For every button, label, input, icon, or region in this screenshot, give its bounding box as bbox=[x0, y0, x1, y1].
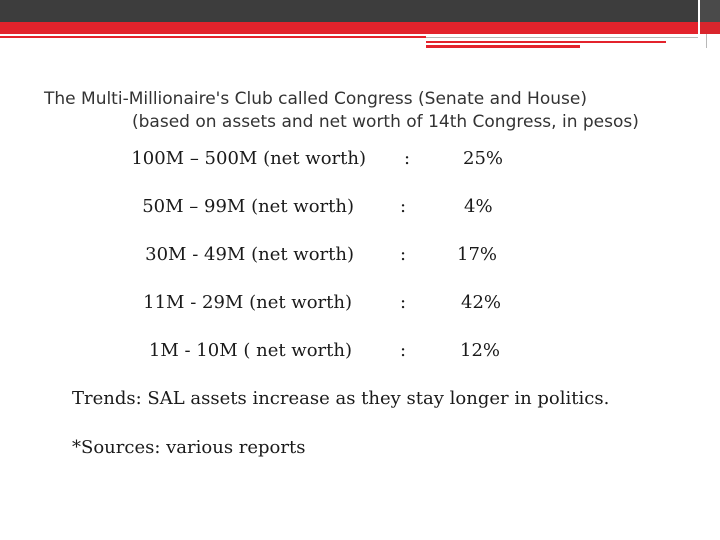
row-separator: : bbox=[400, 196, 407, 217]
header-gray-line bbox=[426, 37, 698, 38]
row-percent: 25% bbox=[463, 148, 504, 169]
row-range: 50M – 99M (net worth) bbox=[142, 196, 354, 217]
row-percent: 12% bbox=[460, 340, 501, 361]
header-accent-line bbox=[426, 45, 580, 48]
sources-note: *Sources: various reports bbox=[72, 437, 306, 458]
row-separator: : bbox=[404, 148, 411, 169]
row-percent: 4% bbox=[464, 196, 493, 217]
header-red-bar bbox=[0, 22, 698, 34]
row-range: 30M - 49M (net worth) bbox=[145, 244, 354, 265]
net-worth-row bbox=[0, 236, 720, 276]
header-decoration bbox=[0, 0, 720, 60]
row-range: 100M – 500M (net worth) bbox=[131, 148, 366, 169]
row-percent: 17% bbox=[457, 244, 498, 265]
header-dark-bar bbox=[0, 0, 698, 22]
net-worth-row bbox=[0, 188, 720, 228]
trends-note: Trends: SAL assets increase as they stay longer in politics. bbox=[72, 388, 610, 409]
slide-title-line2: (based on assets and net worth of 14th Congress, in pesos) bbox=[132, 112, 639, 132]
row-range: 11M - 29M (net worth) bbox=[143, 292, 352, 313]
slide-title bbox=[44, 88, 694, 134]
row-separator: : bbox=[400, 292, 407, 313]
header-separator bbox=[698, 0, 700, 48]
row-separator: : bbox=[400, 244, 407, 265]
header-accent-line bbox=[0, 36, 426, 38]
net-worth-row bbox=[0, 284, 720, 324]
slide-title-line1: The Multi-Millionaire's Club called Congress (Senate and House) bbox=[44, 89, 587, 109]
row-range: 1M - 10M ( net worth) bbox=[148, 340, 352, 361]
row-percent: 42% bbox=[461, 292, 502, 313]
net-worth-row bbox=[0, 140, 720, 180]
header-dark-bar-right bbox=[700, 0, 720, 22]
row-separator: : bbox=[400, 340, 407, 361]
header-accent-line bbox=[426, 41, 666, 43]
net-worth-row bbox=[0, 332, 720, 372]
header-red-bar-right bbox=[700, 22, 720, 34]
header-gray-tick bbox=[706, 34, 707, 48]
